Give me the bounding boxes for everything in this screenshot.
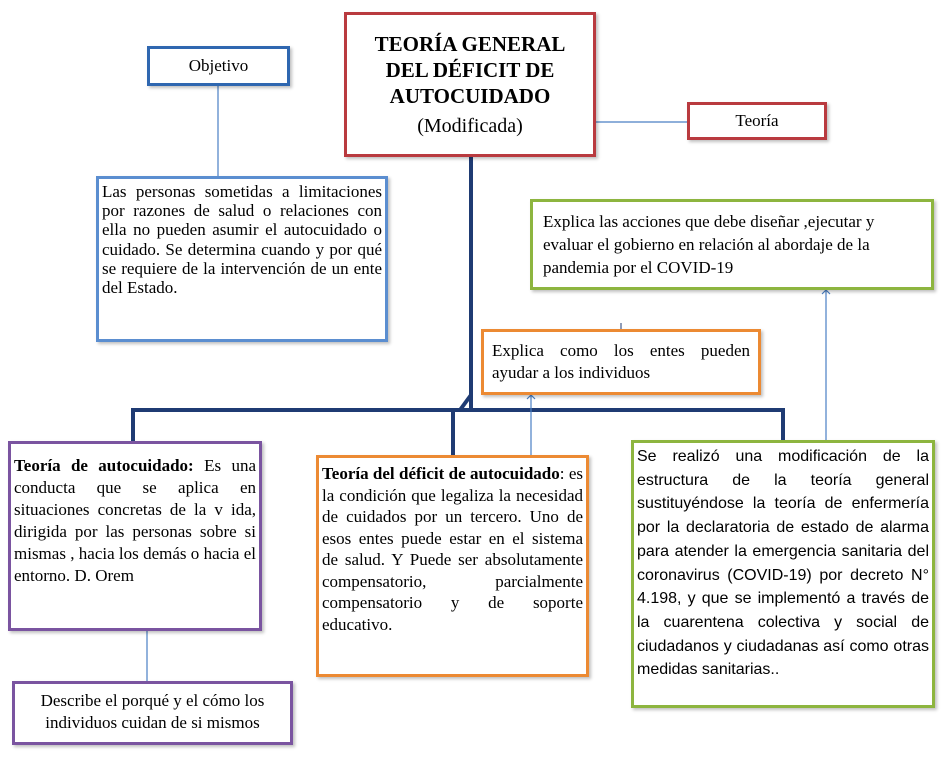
teoria-description-box xyxy=(530,199,934,290)
objetivo-description: Las personas sometidas a limitaciones por razones de salud o relaciones con ella no pueden asumir el autocuidado o cuidado. Se determina cuando y por qué se requiere de la intervención de un ente del Estado. xyxy=(102,182,382,298)
deficit-heading: Teoría del déficit de autocuidado xyxy=(322,464,560,483)
entes-text: Explica como los entes pueden ayudar a los individuos xyxy=(492,341,750,382)
teoria-description: Explica las acciones que debe diseñar ,ejecutar y evaluar el gobierno en relación al abordaje de la pandemia por el COVID-19 xyxy=(543,212,875,277)
modificacion-box xyxy=(631,440,935,708)
title-box xyxy=(344,12,596,157)
title-main: TEORÍA GENERAL DEL DÉFICIT DE AUTOCUIDADO xyxy=(374,32,566,108)
objetivo-description-box xyxy=(96,176,388,342)
autocuidado-heading: Teoría de autocuidado: xyxy=(14,456,194,475)
autocuidado-text: Es una conducta que se aplica en situaciones concretas de la v ida, dirigida por las personas sobre si mismas , hacia los demás o hacia el entorno. D. Orem xyxy=(14,456,256,585)
objetivo-label-box xyxy=(147,46,290,86)
entes-box xyxy=(481,329,761,395)
autocuidado-detail: Describe el porqué y el cómo los individuos cuidan de si mismos xyxy=(40,691,265,732)
teoria-label: Teoría xyxy=(735,111,779,130)
deficit-box xyxy=(316,455,589,677)
autocuidado-detail-box xyxy=(12,681,293,745)
title-subtitle: (Modificada) xyxy=(417,115,523,137)
teoria-label-box xyxy=(687,102,827,140)
deficit-text: : es la condición que legaliza la necesidad de cuidados por un tercero. Uno de esos entes puede estar en el sistema de salud. Y Puede ser absolutamente compensatorio, parcialmente compensatorio y de soporte educativo. xyxy=(322,464,583,634)
modificacion-text: Se realizó una modificación de la estructura de la teoría general sustituyéndose la teoría de enfermería por la declaratoria de estado de alarma para atender la emergencia sanitaria del coronavirus (COVID-19) por decreto N° 4.198, y que se implementó a través de la cuarentena colectiva y social de ciudadanos y ciudadanas así como otras medidas sanitarias.. xyxy=(637,448,929,679)
autocuidado-box xyxy=(8,441,262,631)
objetivo-label: Objetivo xyxy=(188,56,249,75)
